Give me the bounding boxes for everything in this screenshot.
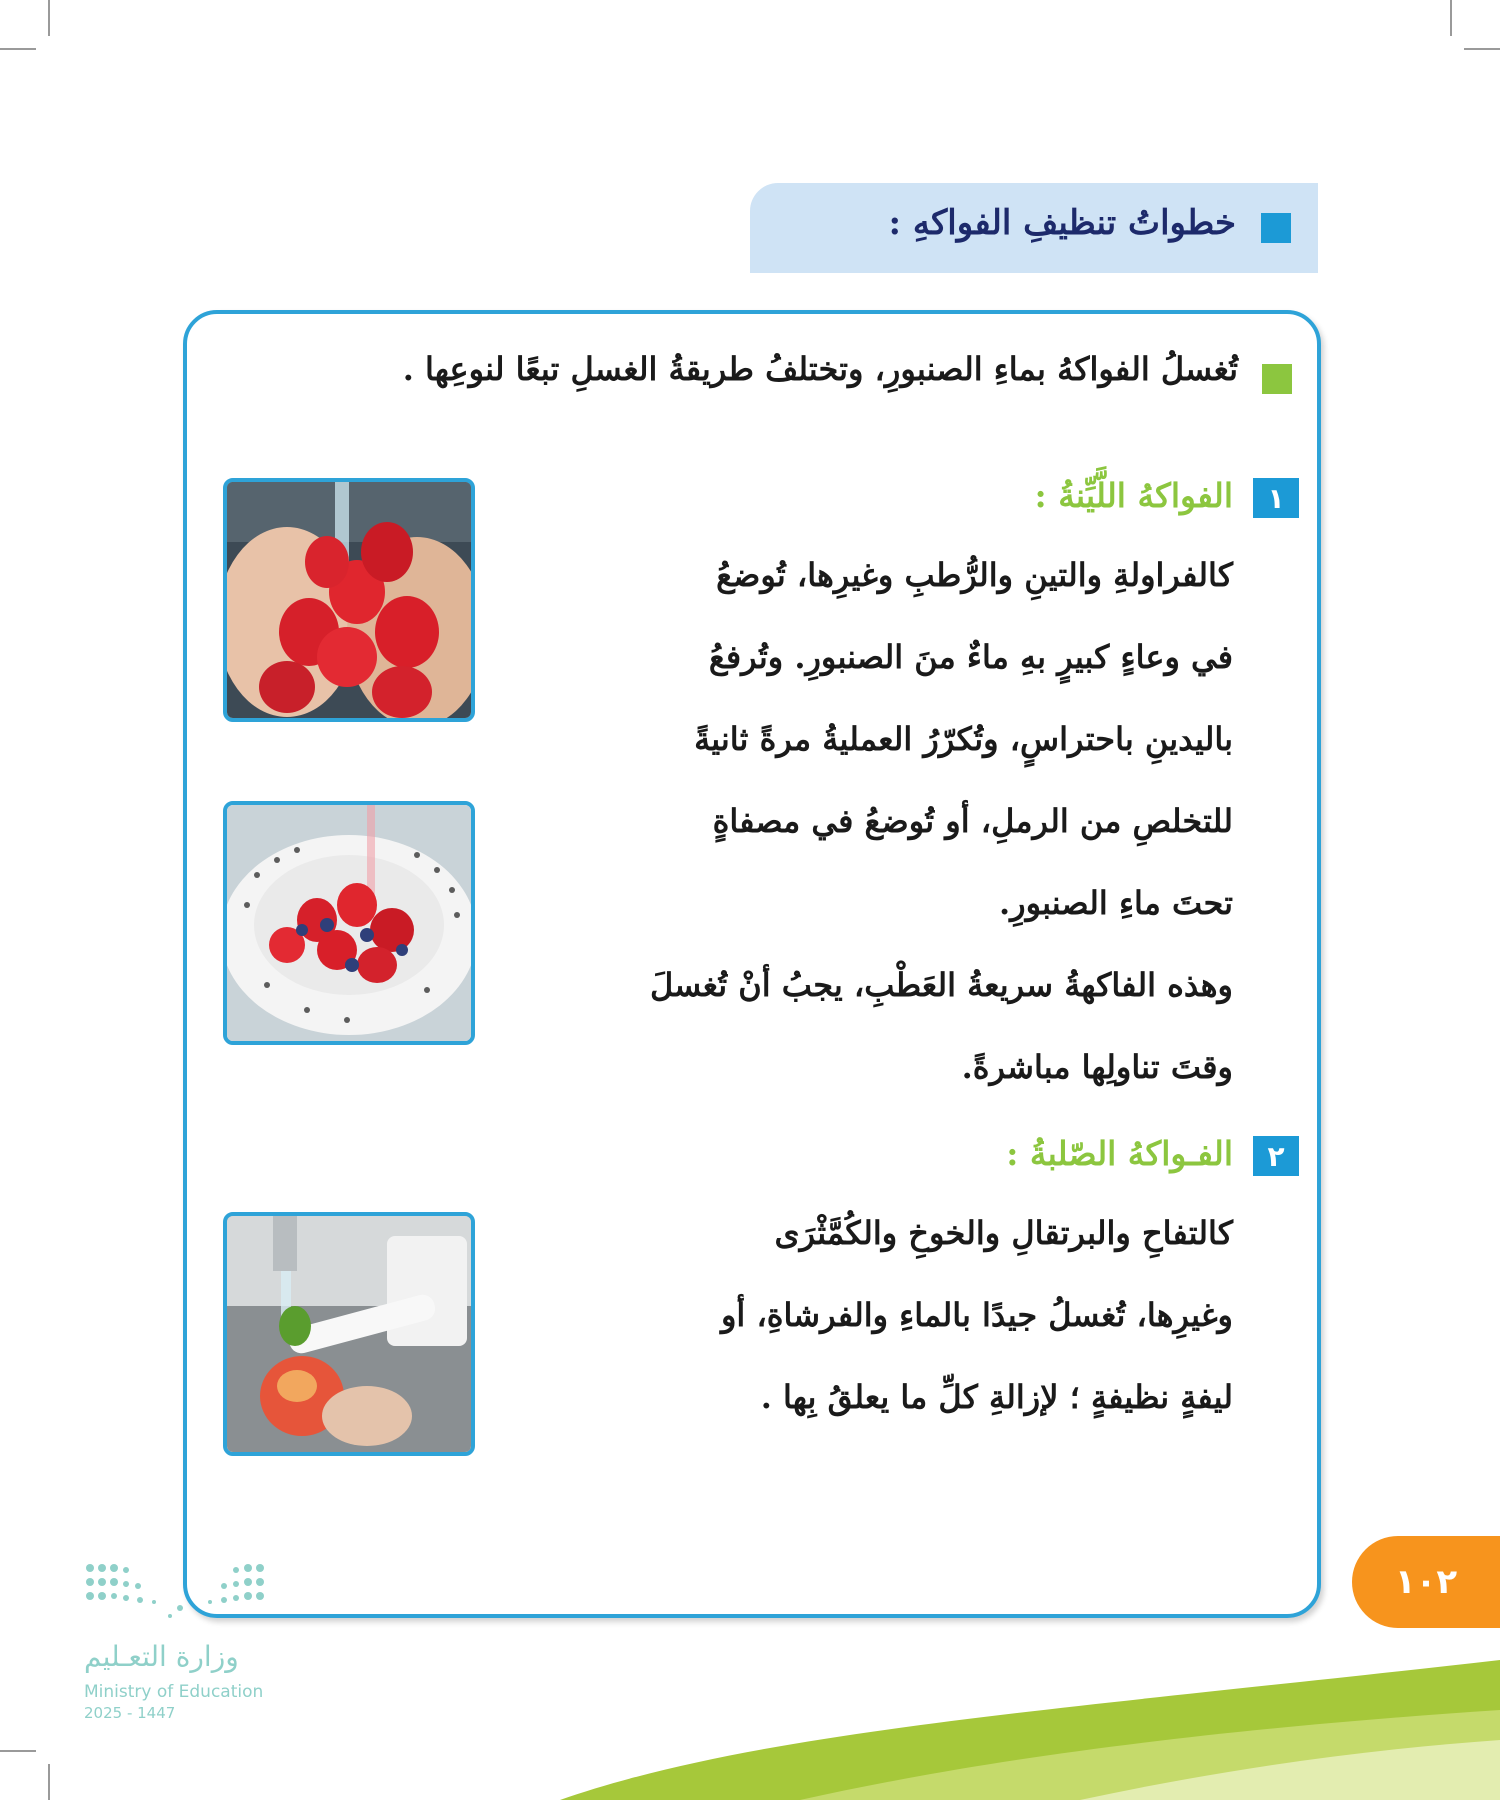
section-text-line: ليفةٍ نظيفةٍ ؛ لإزالةِ كلِّ ما يعلقُ بِها . <box>760 1378 1233 1416</box>
ministry-logo-dots <box>84 1560 274 1630</box>
berries-colander-photo <box>223 801 475 1045</box>
section-text-line: وغيرِها، تُغسلُ جيدًا بالماءِ والفرشاةِ، أو <box>720 1296 1233 1334</box>
intro-text: تُغسلُ الفواكهُ بماءِ الصنبورِ، وتختلفُ طريقةُ الغسلِ تبعًا لنوعِها . <box>402 350 1238 388</box>
crop-mark <box>48 0 50 36</box>
section-text-line: كالفراولةِ والتينِ والرُّطبِ وغيرِها، تُوضعُ <box>716 556 1233 594</box>
bullet-square-icon <box>1262 364 1292 394</box>
crop-mark <box>1450 0 1452 36</box>
page-number: ١٠٢ <box>1394 1562 1458 1602</box>
section-text-line: في وعاءٍ كبيرٍ بهِ ماءٌ منَ الصنبورِ. وتُرفعُ <box>708 638 1233 676</box>
section-title-band <box>750 183 1318 273</box>
apple-brush-photo <box>223 1212 475 1456</box>
section-number-badge: ٢ <box>1253 1136 1299 1176</box>
berries-colander-illustration <box>227 805 471 1041</box>
crop-mark <box>0 48 36 50</box>
section-text-line: للتخلصِ من الرملِ، أو تُوضعُ في مصفاةٍ <box>712 802 1233 840</box>
ministry-year: 2025 - 1447 <box>84 1704 176 1722</box>
title-square-icon <box>1261 213 1291 243</box>
page-number-tab <box>1352 1536 1500 1628</box>
section-heading: الفواكهُ اللَّيِّنةُ : <box>1034 476 1233 515</box>
section-number-badge: ١ <box>1253 478 1299 518</box>
section-text-line: باليدينِ باحتراسٍ، وتُكرّرُ العمليةُ مرةً ثانيةً <box>694 720 1233 758</box>
section-text-line: كالتفاحِ والبرتقالِ والخوخِ والكُمَّثْرَى <box>774 1214 1233 1252</box>
strawberries-hands-illustration <box>227 482 471 718</box>
section-text-line: تحتَ ماءِ الصنبورِ. <box>998 884 1233 922</box>
crop-mark <box>1464 48 1500 50</box>
section-heading: الفـواكهُ الصّلبةُ : <box>1006 1134 1233 1173</box>
strawberries-hands-photo <box>223 478 475 722</box>
ministry-name-arabic: وزارة التعـليم <box>84 1640 239 1673</box>
section-text-line: وقتَ تناولِها مباشرةً. <box>961 1048 1233 1086</box>
ministry-name-english: Ministry of Education <box>84 1682 264 1702</box>
section-text-line: وهذه الفاكهةُ سريعةُ العَطْبِ، يجبُ أنْ تُغسلَ <box>650 966 1233 1004</box>
page-title: خطواتُ تنظيفِ الفواكهِ : <box>888 203 1236 243</box>
apple-brush-illustration <box>227 1216 471 1452</box>
